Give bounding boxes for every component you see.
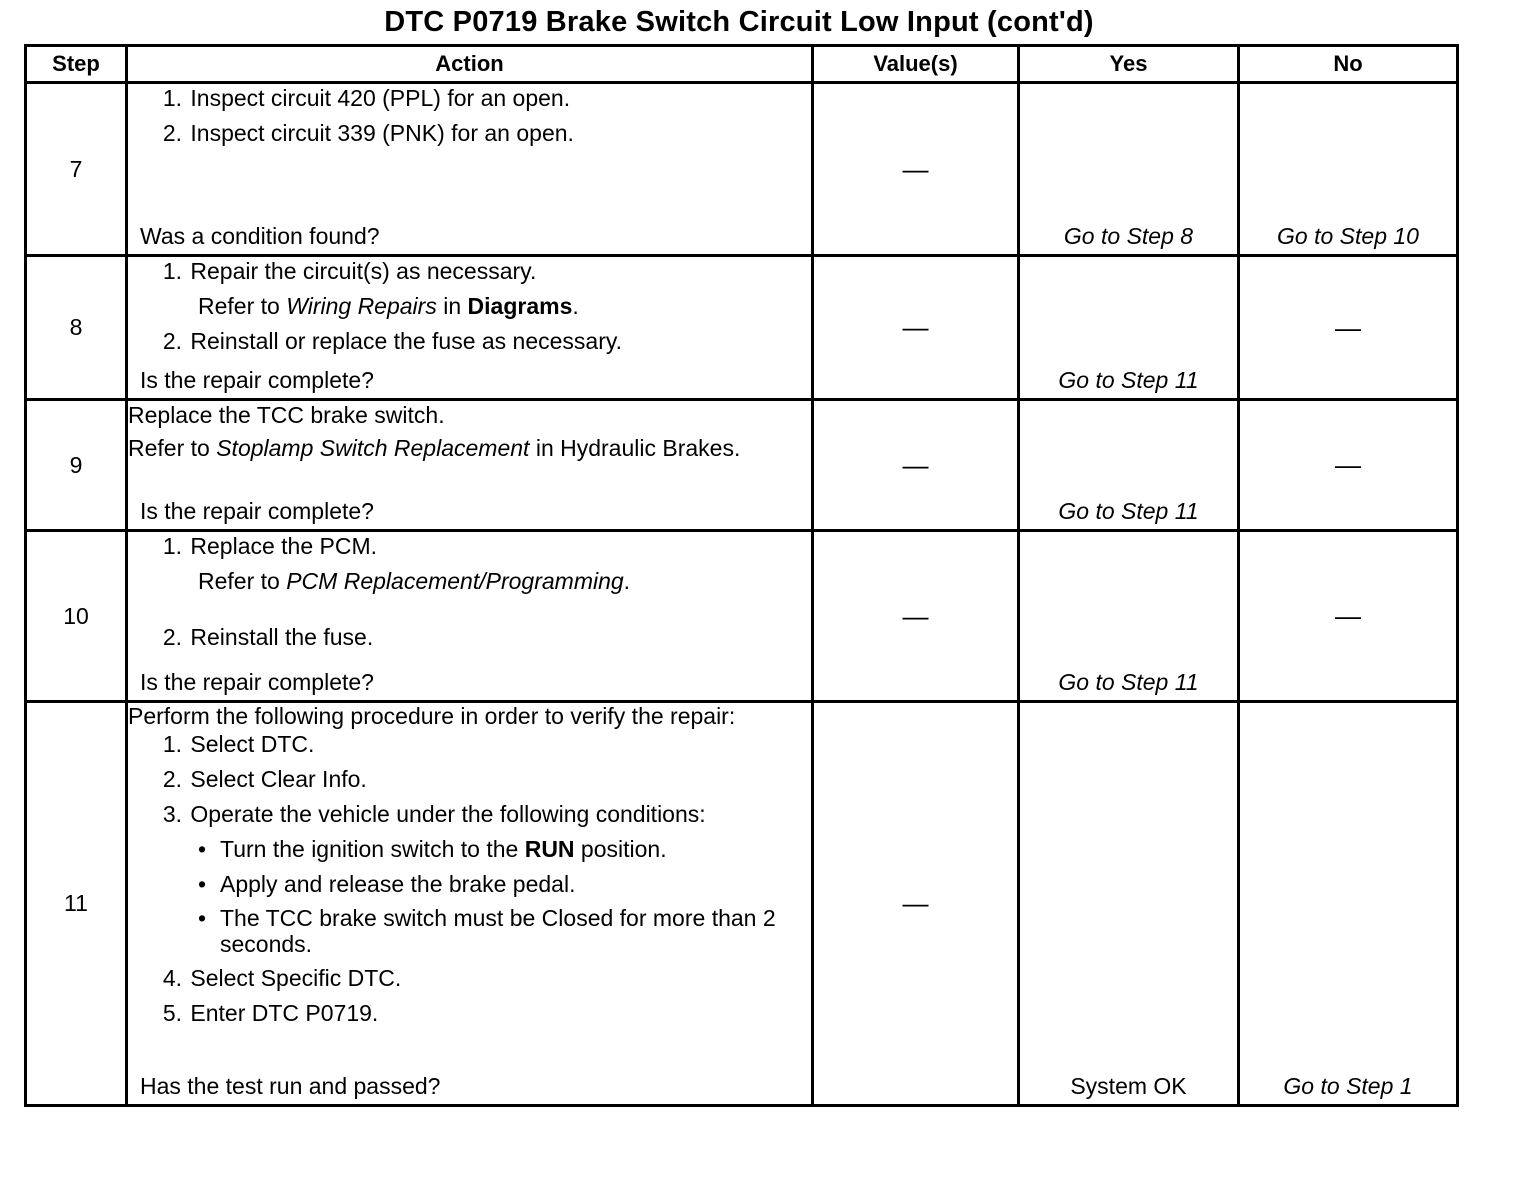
no-cell [1239,83,1458,256]
step-number: 10 [26,531,127,702]
header-step: Step [26,46,127,83]
step-number: 8 [26,256,127,400]
table-row [26,702,1458,1106]
step-number: 7 [26,83,127,256]
action-cell [127,400,813,531]
yes-result: System OK [1070,1073,1187,1099]
question-text: Is the repair complete? [140,498,374,524]
value-cell: — [813,83,1019,256]
step-number: 9 [26,400,127,531]
list-number: 1. [162,258,182,284]
action-cell [127,702,813,1106]
list-number: 3. [162,801,182,827]
table-row [26,400,1458,531]
yes-cell [1019,83,1239,256]
list-number: 2. [162,328,182,354]
header-no: No [1239,46,1458,83]
table-row [26,531,1458,702]
yes-link[interactable]: Go to Step 11 [1058,669,1199,695]
no-cell [1239,702,1458,1106]
refer-line: Refer to Wiring Repairs in Diagrams. [198,293,579,319]
action-text: Inspect circuit 339 (PNK) for an open. [190,120,574,146]
dtc-table [24,44,1459,1107]
action-cell [127,531,813,702]
list-number: 1. [162,533,182,559]
bullet-item: • Apply and release the brake pedal. [198,871,576,897]
yes-link[interactable]: Go to Step 11 [1058,367,1199,393]
action-text: Replace the TCC brake switch. [128,402,445,428]
yes-cell [1019,531,1239,702]
value-cell: — [813,400,1019,531]
reference-link[interactable]: Wiring Repairs [286,293,437,319]
refer-line: Refer to PCM Replacement/Programming. [198,568,631,594]
bullet-item: • Turn the ignition switch to the RUN position. [198,836,667,862]
action-cell [127,83,813,256]
no-cell [1239,400,1458,531]
yes-link[interactable]: Go to Step 11 [1058,498,1199,524]
action-text: Reinstall or replace the fuse as necessary. [190,328,623,354]
action-text: Replace the PCM. [190,533,378,559]
action-text: Reinstall the fuse. [190,624,374,650]
action-text: Enter DTC P0719. [190,1000,379,1026]
table-header-row [26,46,1458,83]
list-number: 4. [162,965,182,991]
header-action: Action [127,46,813,83]
question-text: Was a condition found? [140,223,380,249]
list-number: 1. [162,731,182,757]
refer-line: Refer to Stoplamp Switch Replacement in Hydraulic Brakes. [128,435,741,461]
action-cell [127,256,813,400]
value-cell: — [813,702,1019,1106]
header-yes: Yes [1019,46,1239,83]
action-text: Select DTC. [190,731,315,757]
yes-cell [1019,400,1239,531]
list-number: 2. [162,624,182,650]
reference-link[interactable]: PCM Replacement/Programming [286,568,624,594]
action-text: Operate the vehicle under the following conditions: [190,801,706,827]
table-row [26,83,1458,256]
value-cell: — [813,256,1019,400]
table-row [26,256,1458,400]
yes-link[interactable]: Go to Step 8 [1063,223,1194,249]
no-value: — [1335,312,1361,342]
list-number: 5. [162,1000,182,1026]
value-cell: — [813,531,1019,702]
no-link[interactable]: Go to Step 1 [1283,1073,1413,1099]
question-text: Is the repair complete? [140,669,374,695]
bullet-item: • The TCC brake switch must be Closed for more than 2 seconds. [198,905,776,957]
reference-link[interactable]: Stoplamp Switch Replacement [216,435,530,461]
question-text: Has the test run and passed? [140,1073,441,1099]
intro-text: Perform the following procedure in order to verify the repair: [128,703,736,729]
step-number: 11 [26,702,127,1106]
header-values: Value(s) [813,46,1019,83]
question-text: Is the repair complete? [140,367,374,393]
yes-cell [1019,256,1239,400]
list-number: 1. [162,85,182,111]
no-cell [1239,256,1458,400]
action-text: Select Clear Info. [190,766,367,792]
document-title: DTC P0719 Brake Switch Circuit Low Input (cont'd) [384,6,1094,38]
no-link[interactable]: Go to Step 10 [1277,223,1419,249]
no-cell [1239,531,1458,702]
action-text: Repair the circuit(s) as necessary. [190,258,537,284]
no-value: — [1335,600,1361,631]
yes-cell [1019,702,1239,1106]
no-value: — [1335,449,1361,480]
action-text: Select Specific DTC. [190,965,402,991]
list-number: 2. [162,120,182,146]
action-text: Inspect circuit 420 (PPL) for an open. [190,85,571,111]
list-number: 2. [162,766,182,792]
